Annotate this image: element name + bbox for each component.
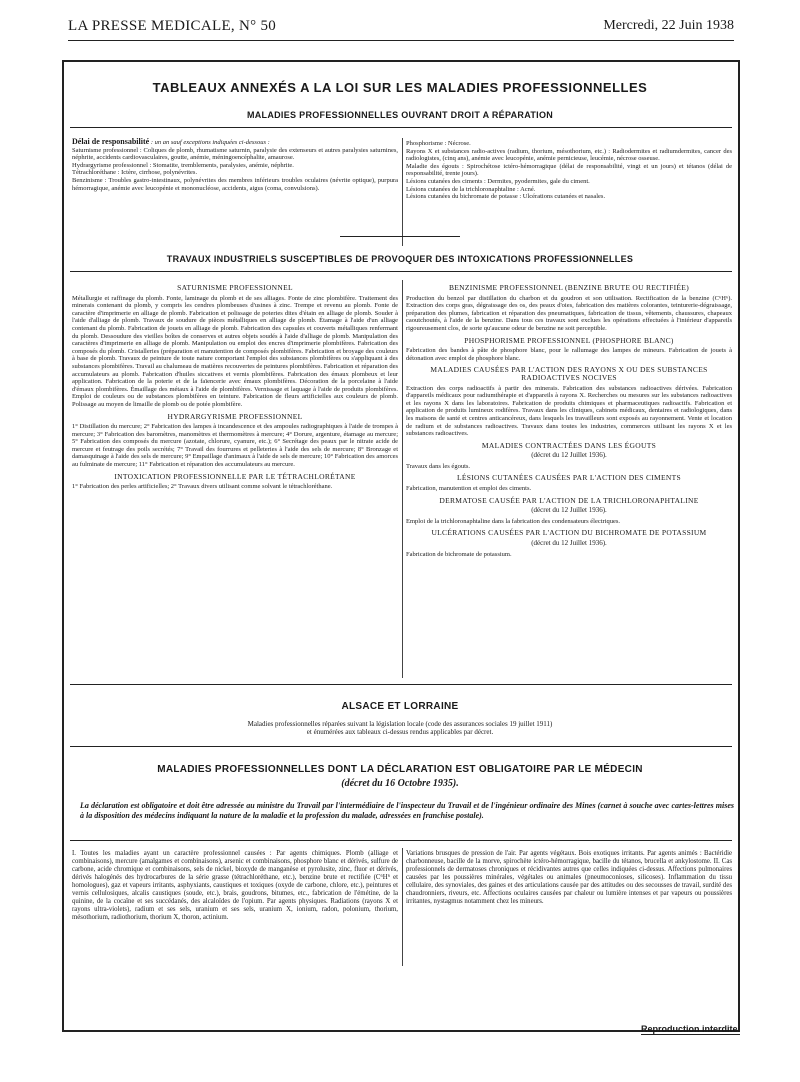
saturnisme-text: Métallurgie et raffinage du plomb. Fonte, laminage du plomb et de ses alliages. Fonte de zinc plombifère. Traitement des minerais contenant du plomb, y compris les cendres plombeuses d'usines à zinc. Trempe et revenu au plomb. Fonte de caractère d'imprimerie en alliage de plomb. Fabrication et polissage de poteries dites d'étain en alliage de plomb. Souder à l'aide d'alliage de plomb. Travaux de soudure de pièces métalliques en alliage de plomb. Étamage à l'aide d'un alliage contenant du plomb. Fabrication de jouets en alliage de plomb. Fabrication des capsules et couverts métalliques renfermant du plomb. Dessoudure des vieilles boîtes de conserves et autres objets soudés à l'aide d'alliage de plomb. Manipulation des caractères d'imprimerie en alliage de plomb. Manipulation ou emploi des encres d'imprimerie plombifères. Fabrication des composés du plomb. Cristalleries (préparation et manutention de composés plombifères. Fabrication et broyage des couleurs à base de plomb. Travaux de peinture de toute nature comportant l'emploi des substances plombifères ou s'appliquant à des substances plombifères. Travail au chalumeau de matières recouvertes de peintures plombifères. Fabrication et réparation des accumulateurs au plomb. Fabrication d'huiles siccatives et vernis plombifères. Fabrication des émaux plombeux et leur application. Fabrication de la poterie et de la faïencerie avec émaux plombifères. Décoration de la porcelaine à l'aide d'émaux plombifères. Émaillage des métaux à l'aide de plombifères. Vernissage et laquage à l'aide de produits plombifères. Emploi de couleurs ou de substances plombifères en teinture. Fabrication de fleurs artificielles aux couleurs de plomb. Polissage au moyen de limaille de plomb ou de potée plombifère. — [72, 294, 398, 408]
hydrargyrisme-title: HYDRARGYRISME PROFESSIONNEL — [167, 411, 303, 421]
item-rayons-x: Rayons X et substances radio-actives (radium, thorium, mésothorium, etc.) : Radiodermites et radiumdermites, cancer des radiologistes, (cinq ans), anémie avec leucopénie, anémie pernicieuse, leucémie, nécrose osseuse. — [406, 147, 732, 163]
rayons-text: Extraction des corps radioactifs à partir des minerais. Fabrication des substances radioactives dérivées. Fabrication d'appareils médicaux pour radiumthérapie et d'appareils à rayons X. Recherches ou mesures sur les substances radioactives et les rayons X dans les laboratoires. Fabrication de produits chimiques et pharmaceutiques radioactifs. Fabrication et application de produits lumineux rodifères. Travaux dans les cliniques, cabinets médicaux, dentaires et radiologiques, dans les maisons de santé et centres anticancéreux, dans lesquels les travailleurs sont exposés au rayonnement. Vente et location de radium et de substances radioactives. Travaux dans toutes les industries, commerces utilisant les rayons X et les substances radioactives. — [406, 384, 732, 438]
divider — [70, 127, 732, 128]
travaux-title: TRAVAUX INDUSTRIELS SUSCEPTIBLES DE PROVOQUER DES INTOXICATIONS PROFESSIONNELLES — [166, 254, 634, 264]
responsabilite-left — [72, 138, 398, 248]
trichloronaphtaline-text: Emploi de la trichloronaphtaline dans la fabrication des condensateurs électriques. — [406, 517, 621, 525]
egouts-text: Travaux dans les égouts. — [406, 462, 471, 470]
divider — [70, 271, 732, 272]
trichloronaphtaline-decree: (décret du 12 Juillet 1936). — [531, 506, 607, 515]
masthead — [68, 18, 734, 41]
bichromate-decree: (décret du 12 Juillet 1936). — [531, 539, 607, 548]
responsabilite-right — [406, 140, 732, 250]
main-title: TABLEAUX ANNEXÉS A LA LOI SUR LES MALADIES PROFESSIONNELLES — [152, 80, 648, 95]
alsace-line-1: Maladies professionnelles réparées suivant la législation locale (code des assurances sociales 19 juillet 1911) — [247, 720, 553, 728]
item-phosphorisme: Phosphorisme : Nécrose. — [406, 140, 471, 147]
divider — [70, 746, 732, 747]
bichromate-text: Fabrication de bichromate de potassium. — [406, 550, 512, 558]
issue-date: Mercredi, 22 Juin 1938 — [603, 18, 734, 33]
item-benzinisme: Benzinisme : Troubles gastro-intestinaux, polynévrites des membres inférieurs troubles oculaires (névrite optique), purpura hémorragique, anémie avec leucopénie et mononucléose, accidents, aigus (coma, convulsions). — [72, 176, 398, 192]
alsace-line-2: et énumérées aux tableaux ci-dessus rendus applicables par décret. — [306, 728, 494, 736]
saturnisme-title: SATURNISME PROFESSIONNEL — [177, 283, 293, 292]
declaration-decree: (décret du 16 Octobre 1935). — [341, 778, 459, 789]
alsace-title: ALSACE ET LORRAINE — [341, 701, 459, 712]
tetrachlorethane-title: INTOXICATION PROFESSIONNELLE PAR LE TÉTRACHLORÉTANE — [114, 471, 356, 481]
travaux-left-column — [72, 282, 398, 642]
item-bichromate: Lésions cutanées du bichromate de potasse : Ulcérations cutanées et nasales. — [406, 193, 606, 201]
divider — [70, 840, 732, 841]
phosphorisme-title: PHOSPHORISME PROFESSIONNEL (PHOSPHORE BLANC) — [464, 335, 674, 345]
item-hydrargyrisme: Hydrargyrisme professionnel : Stomatite, tremblements, paralysies, anémie, néphrite. — [72, 161, 294, 169]
hydrargyrisme-text: 1° Distillation du mercure; 2° Fabrication des lampes à incandescence et des ampoules radiographiques à l'aide de trompes à mercure; 3° Fabrication des baromètres, manomètres et thermomètres à mercure; 4° Dorure, argenture, étamage au mercure; 5° Fabrication des composés du mercure (azotate, chlorure, cyanure, etc.); 6° Secrétage des peaux par le nitrate acide de mercure et feutrage des poils secrétés; 7° Travail des fourrures et pelleteries à l'aide des sels de mercure; 8° Bronzage et damasquinage à l'aide des sels de mercure; 9° Empaillage d'animaux à l'aide de sels de mercure; 10° Fabrication des amorces au fulminate de mercure; 11° Fabrication et réparation des accumulateurs au mercure. — [72, 423, 398, 469]
declaration-right-column — [406, 850, 732, 970]
item-egouts: Maladie des égouts : Spirochétose ictéro-hémorragique (délai de responsabilité, vingt et un jours) et tétanos (délai de responsabilité, trente jours). — [406, 162, 732, 178]
item-saturnisme: Saturnisme professionnel : Coliques de plomb, rhumatisme saturnin, paralysie des extenseurs et autres paralysies saturnines, néphrite, accidents cardiovasculaires, goutte, anémie, méningoencéphalite, amaurose. — [72, 146, 398, 162]
item-trichloronaphtaline: Lésions cutanées de la trichloronaphtaline : Acné. — [406, 185, 536, 193]
declaration-left-column — [72, 850, 398, 970]
declaration-intro: La déclaration est obligatoire et doit être adressée au ministre du Travail par l'intermédiaire de l'inspecteur du Travail et de l'ingénieur ordinaire des Mines (carnet à souche avec cartes-lettres mises à la disposition des médecins indiquant la nature de la maladie et la profession du malade, adressées en franchise postale). — [80, 801, 734, 820]
rayons-title: MALADIES CAUSÉES PAR L'ACTION DES RAYONS X OU DES SUBSTANCES RADIOACTIVES NOCIVES — [430, 365, 708, 382]
travaux-right-column — [406, 282, 732, 678]
delai-heading: Délai de responsabilité — [72, 138, 150, 146]
journal-title: LA PRESSE MEDICALE, N° 50 — [68, 18, 277, 34]
subtitle-reparation: MALADIES PROFESSIONNELLES OUVRANT DROIT A RÉPARATION — [246, 110, 554, 120]
benzinisme-title: BENZINISME PROFESSIONNEL (BENZINE BRUTE OU RECTIFIÉE) — [449, 283, 689, 292]
delai-heading-tail: : un an sauf exceptions indiquées ci-dessous : — [149, 139, 270, 146]
column-divider — [402, 280, 403, 678]
short-divider — [340, 236, 460, 237]
trichloronaphtaline-title: DERMATOSE CAUSÉE PAR L'ACTION DE LA TRICHLORONAPHTALINE — [439, 495, 699, 505]
bichromate-title: ULCÉRATIONS CAUSÉES PAR L'ACTION DU BICHROMATE DE POTASSIUM — [431, 528, 707, 538]
item-ciments: Lésions cutanées des ciments : Dermites, pyodermites, gale du ciment. — [406, 177, 590, 185]
egouts-title: MALADIES CONTRACTÉES DANS LES ÉGOUTS — [481, 440, 657, 450]
benzinisme-text: Production du benzol par distillation du charbon et du goudron et son utilisation. Rectification de la benzine (C⁶H⁶). Extraction des corps gras, dégraissage des os, des peaux d'oies, fabrication des matières colorantes, teinturerie-dégraissage, préparation des plumes, fabrication et réparation des pneumatiques, fabrication de tissus, vêtements, chaussures, chapeaux caoutchoutés, à l'aide de la benzine. Dans tous ces travaux sont exclues les opérations effectuées à l'intérieur d'appareils rigoureusement clos, de sorte qu'aucune odeur de benzine ne soit perceptible. — [406, 294, 732, 332]
reproduction-notice: Reproduction interdite. — [641, 1024, 740, 1034]
egouts-decree: (décret du 12 Juillet 1936). — [531, 451, 607, 460]
declaration-title: MALADIES PROFESSIONNELLES DONT LA DÉCLARATION EST OBLIGATOIRE PAR LE MÉDECIN — [157, 764, 643, 775]
column-divider — [402, 138, 403, 246]
phosphorisme-text: Fabrication des bandes à pâte de phosphore blanc, pour le rallumage des lampes de mineurs. Fabrication de jouets à détonation avec emploi de phosphore blanc. — [406, 347, 732, 362]
item-tetrachlorethane: Tétrachloréthane : Ictère, cirrhose, polynévrites. — [72, 169, 198, 177]
tetrachlorethane-text: 1° Fabrication des perles artificielles; 2° Travaux divers utilisant comme solvant le tétrachloréthane. — [72, 483, 333, 491]
ciments-text: Fabrication, manutention et emploi des ciments. — [406, 485, 532, 493]
column-divider — [402, 848, 403, 966]
declaration-right-text: Variations brusques de pression de l'air. Par agents végétaux. Bois exotiques irritants. Par agents animés : Bactéridie charbonneuse, bacille de la morve, spirochète ictéro-hémorragique, bacille du tétanos, brucella et ankylostome. II. Cas professionnels de dermatoses chroniques et récidivantes autres que celles indiquées ci-dessus. Affections pulmonaires causées par les poussières minérales, végétales ou animales (pneumoconioses, silicoses). Inflammation du tissu cellulaire, des synoviales, des gaines et des articulations causée par des attitudes ou des secousses de travail, surdité des chaudronniers, riveurs, etc. Affections oculaires causées par chaleur ou lumière intenses et par vapeurs ou poussières irritantes, nystagmus notamment chez les mineurs. — [406, 850, 732, 905]
ciments-title: LÉSIONS CUTANÉES CAUSÉES PAR L'ACTION DES CIMENTS — [457, 473, 681, 483]
declaration-left-text: I. Toutes les maladies ayant un caractère professionnel causées : Par agents chimiques. Plomb (alliage et combinaisons), mercure (amalgames et combinaisons), arsenic et combinaisons, phosphore blanc et dérivés, sulfure de carbone, acide chromique et combinaisons, sels de nickel, bioxyde de manganèse et pyrolusite, zinc, fluor et dérivés, dérivés halogénés des hydrocarbures de la série grasse (tétrachloréthane, etc.), benzine brute et rectifiée (C⁶H⁶ et homologues), gaz et vapeurs irritants, asphyxiants, caustiques et toxiques (oxyde de carbone, chlore, etc.), peintures et vernis cellulosiques, alcalis caustiques (soude, etc.), brais, goudrons, bitumes, etc., fabrication de l'émétine, de la quinine, de la cocaïne et ses succédanés, des alcaloïdes de l'opium. Par agents physiques. Radiations (rayons X et rayons ultra-violets), radium et ses sels, uranium et ses sels, uranium X, ionium, radon, polonium, thorium, mésothorium, radiothorium, thorium X, thoron, actinium. — [72, 850, 398, 921]
divider — [70, 684, 732, 685]
